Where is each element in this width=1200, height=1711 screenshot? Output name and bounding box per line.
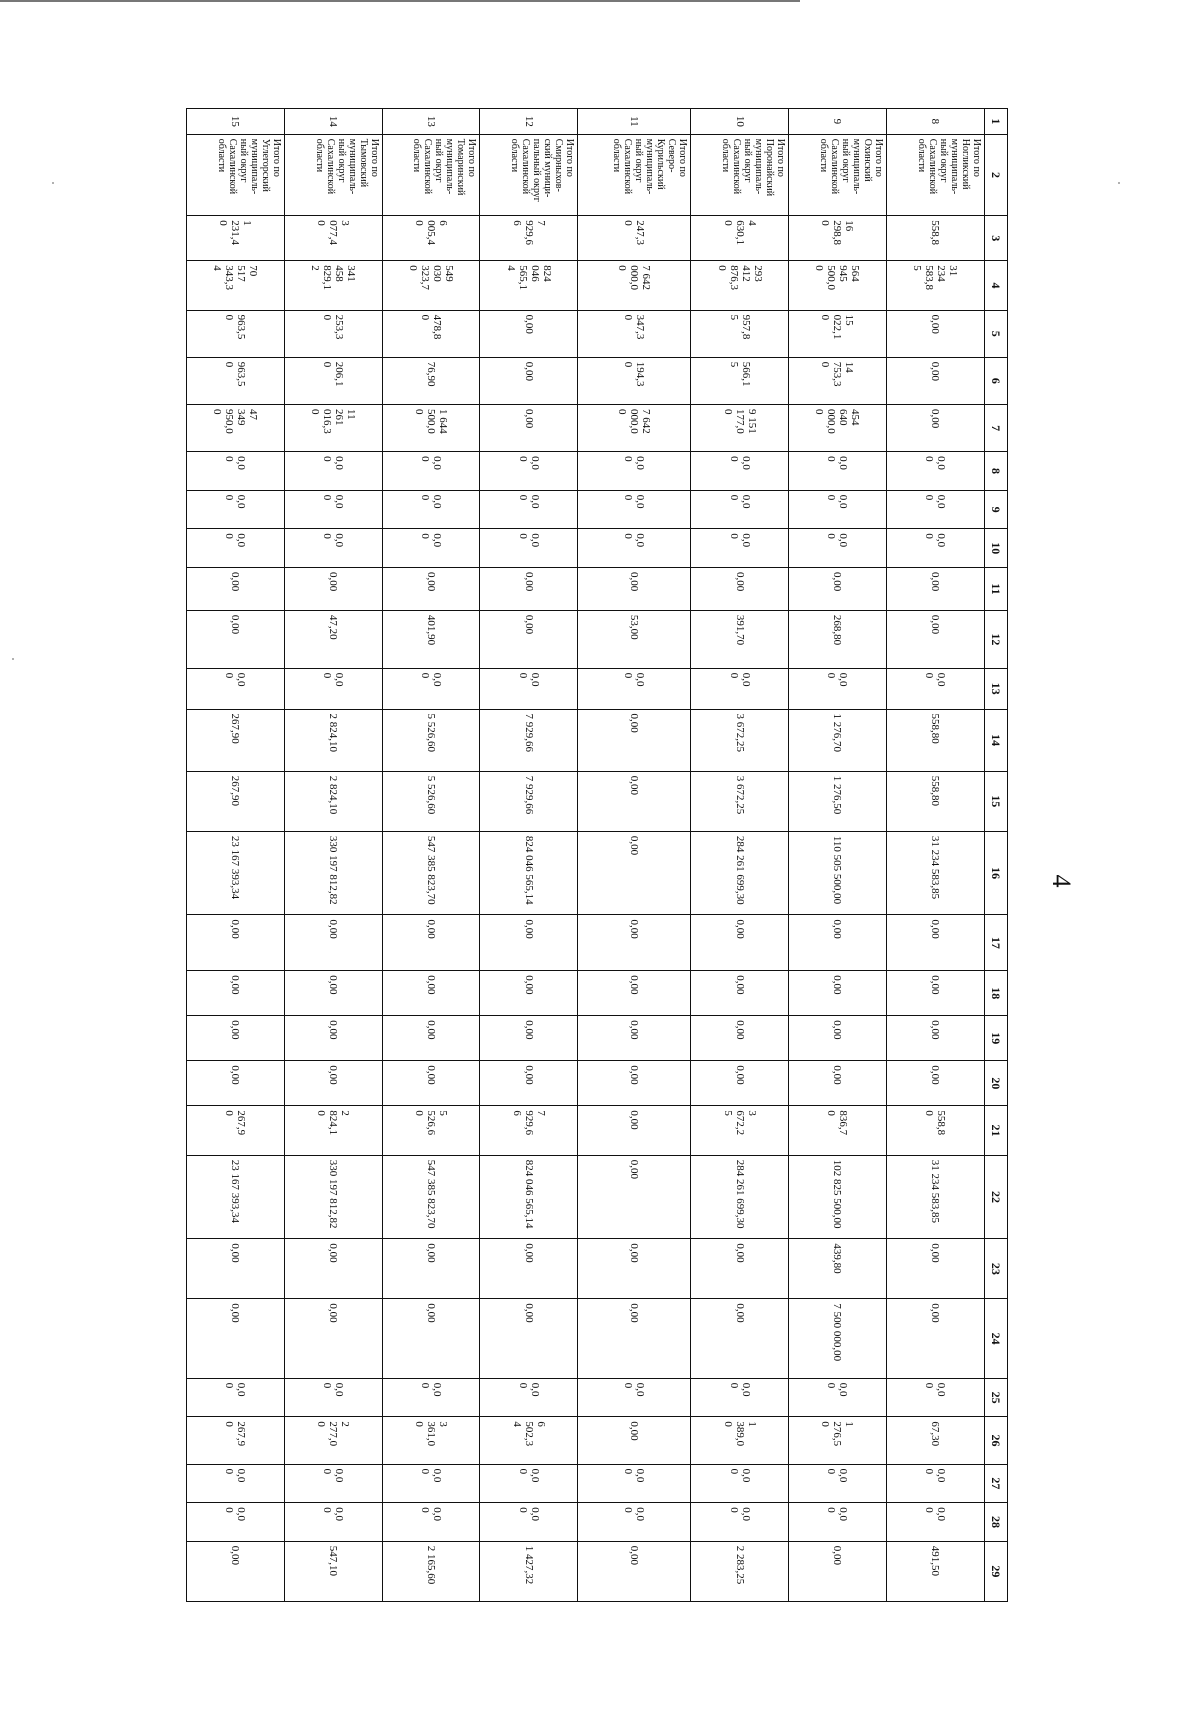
column-number: 7 [984,404,1007,451]
table-cell: 478,8 0 [382,310,480,357]
table-cell: 2 824,10 [284,709,382,771]
table-cell: 0,00 [886,1299,984,1378]
table-cell: 31 234 583,85 [886,831,984,915]
table-cell: 824 046 565,1 4 [480,261,578,310]
table-cell: 15 022,1 0 [789,310,887,357]
table-cell: 0,00 [789,915,887,971]
table-cell: 558,80 [886,771,984,831]
row-name: Итого по Тымовский муниципаль-ный округ Сахалинской области [284,134,382,216]
table-cell: 0,0 0 [187,668,285,709]
table-cell: 963,5 0 [187,310,285,357]
table-cell: 0,00 [691,568,789,611]
table-cell: 0,0 0 [284,1464,382,1503]
table-cell: 0,00 [284,1239,382,1299]
table-cell: 391,70 [691,610,789,668]
column-number: 8 [984,452,1007,491]
table-cell: 0,00 [187,1239,285,1299]
table-cell: 0,0 0 [187,1464,285,1503]
table-cell: 267,9 0 [187,1106,285,1155]
table-cell: 0,00 [480,915,578,971]
table-row [789,109,887,1602]
column-number: 25 [984,1378,1007,1417]
table-cell: 0,0 0 [284,529,382,568]
column-number: 21 [984,1106,1007,1155]
table-cell: 0,0 0 [284,1503,382,1542]
table-cell: 0,0 0 [382,1464,480,1503]
table-cell: 0,00 [691,1061,789,1106]
table-cell: 267,90 [187,709,285,771]
table-cell: 31 234 583,85 [886,1155,984,1239]
row-number: 14 [284,109,382,135]
table-cell: 0,0 0 [187,490,285,529]
table-cell: 268,80 [789,610,887,668]
table-cell: 0,00 [284,971,382,1016]
table-cell: 1 231,4 0 [187,216,285,261]
column-number: 13 [984,668,1007,709]
table-cell: 330 197 812,82 [284,1155,382,1239]
table-cell: 957,8 5 [691,310,789,357]
table-cell: 963,5 0 [187,357,285,404]
table-cell: 0,00 [480,568,578,611]
table-cell: 1 276,50 [789,771,887,831]
column-number: 28 [984,1503,1007,1542]
table-cell: 0,0 0 [480,668,578,709]
table-cell: 341 458 829,1 2 [284,261,382,310]
table-cell: 0,0 0 [789,529,887,568]
table-cell: 110 505 500,00 [789,831,887,915]
table-cell: 0,00 [886,1016,984,1061]
table-cell: 9 151 177,0 0 [691,404,789,451]
top-rule [0,0,800,2]
table-cell: 330 197 812,82 [284,831,382,915]
table-row [284,109,382,1602]
row-name: Итого по Поронайский муниципаль-ный округ Сахалинской области [691,134,789,216]
row-number: 9 [789,109,887,135]
column-number: 19 [984,1016,1007,1061]
table-cell: 7 929,6 6 [480,216,578,261]
table-cell: 6 502,3 4 [480,1417,578,1464]
table-cell: 0,00 [691,1299,789,1378]
column-number: 16 [984,831,1007,915]
table-cell: 558,80 [886,709,984,771]
table-cell: 1 276,5 0 [789,1417,887,1464]
table-cell: 0,00 [284,1299,382,1378]
table-cell: 3 672,25 [691,771,789,831]
table-cell: 0,0 0 [886,668,984,709]
table-cell: 824 046 565,14 [480,831,578,915]
table-cell: 1 427,32 [480,1541,578,1601]
table-cell: 0,00 [578,1155,691,1239]
table-cell: 0,00 [578,971,691,1016]
table-cell: 0,00 [187,915,285,971]
table-cell: 0,00 [691,971,789,1016]
table-cell: 0,00 [578,831,691,915]
table-cell: 1 644 500,0 0 [382,404,480,451]
table-cell: 0,0 0 [578,1378,691,1417]
table-cell: 0,0 0 [284,490,382,529]
table-cell: 0,0 0 [382,1378,480,1417]
table-cell: 0,0 0 [789,1378,887,1417]
table-cell: 0,00 [789,1016,887,1061]
table-cell: 0,00 [284,568,382,611]
table-cell: 0,0 0 [382,668,480,709]
table-cell: 0,00 [382,971,480,1016]
table-cell: 102 825 500,00 [789,1155,887,1239]
table-cell: 824 046 565,14 [480,1155,578,1239]
table-cell: 0,00 [187,1541,285,1601]
table-cell: 0,0 0 [886,490,984,529]
table-cell: 4 630,1 0 [691,216,789,261]
table-cell: 0,0 0 [789,1503,887,1542]
table-cell: 0,00 [886,1061,984,1106]
table-cell: 284 261 699,30 [691,831,789,915]
table-cell: 7 500 000,00 [789,1299,887,1378]
table-cell: 7 929,66 [480,771,578,831]
table-row [691,109,789,1602]
table-cell: 0,00 [578,1239,691,1299]
table-cell: 1 389,0 0 [691,1417,789,1464]
scan-speck [52,182,54,184]
table-cell: 0,00 [480,404,578,451]
table-cell: 31 234 583,8 5 [886,261,984,310]
table-cell: 0,0 0 [187,1503,285,1542]
row-name: Итого по Томаринский муниципаль-ный округ Сахалинской области [382,134,480,216]
table-cell: 16 298,8 0 [789,216,887,261]
table-cell: 0,00 [480,1016,578,1061]
table-cell: 0,00 [480,1239,578,1299]
table-cell: 0,00 [284,1061,382,1106]
table-cell: 0,0 0 [886,1464,984,1503]
column-number: 11 [984,568,1007,611]
table-cell: 0,00 [187,610,285,668]
row-name: Итого по Охинский муниципаль-ный округ Сахалинской области [789,134,887,216]
column-number: 2 [984,134,1007,216]
table-cell: 11 261 016,3 0 [284,404,382,451]
table-cell: 0,00 [480,357,578,404]
table-cell: 0,0 0 [187,452,285,491]
table-cell: 0,00 [187,1016,285,1061]
table-cell: 47 349 950,0 0 [187,404,285,451]
table-cell: 0,00 [578,1541,691,1601]
table-cell: 0,0 0 [578,490,691,529]
column-number: 18 [984,971,1007,1016]
table-cell: 0,00 [480,971,578,1016]
table-cell: 23 167 393,34 [187,1155,285,1239]
table-cell: 0,0 0 [480,1378,578,1417]
table-cell: 0,00 [789,1541,887,1601]
table-cell: 836,7 0 [789,1106,887,1155]
table-cell: 0,00 [187,971,285,1016]
table-cell: 0,00 [886,915,984,971]
table-cell: 3 672,2 5 [691,1106,789,1155]
table-cell: 0,0 0 [886,1378,984,1417]
table-cell: 53,00 [578,610,691,668]
table-cell: 347,3 0 [578,310,691,357]
table-cell: 547 385 823,70 [382,831,480,915]
table-cell: 547 385 823,70 [382,1155,480,1239]
table-cell: 0,00 [382,568,480,611]
table-cell: 0,0 0 [480,529,578,568]
table-cell: 0,00 [480,310,578,357]
table-cell: 0,00 [886,610,984,668]
table-cell: 14 753,3 0 [789,357,887,404]
column-number: 22 [984,1155,1007,1239]
row-name: Итого по Углегорский муниципаль-ный округ Сахалинской области [187,134,285,216]
table-cell: 0,0 0 [284,1378,382,1417]
table-cell: 7 642 000,0 0 [578,404,691,451]
table-cell: 5 526,60 [382,771,480,831]
table-cell: 2 824,1 0 [284,1106,382,1155]
table-cell: 0,00 [187,1299,285,1378]
column-number: 14 [984,709,1007,771]
column-number: 17 [984,915,1007,971]
table-cell: 0,00 [789,1061,887,1106]
table-cell: 0,0 0 [691,1378,789,1417]
table-cell: 5 526,6 0 [382,1106,480,1155]
table-cell: 0,00 [382,1016,480,1061]
table-cell: 3 672,25 [691,709,789,771]
table-cell: 401,90 [382,610,480,668]
table-cell: 439,80 [789,1239,887,1299]
table-cell: 284 261 699,30 [691,1155,789,1239]
table-cell: 293 412 876,3 0 [691,261,789,310]
table-cell: 0,0 0 [789,668,887,709]
column-number: 1 [984,109,1007,135]
table-cell: 0,00 [187,568,285,611]
table-cell: 0,0 0 [284,668,382,709]
table-cell: 2 824,10 [284,771,382,831]
column-number: 12 [984,610,1007,668]
table-cell: 0,00 [691,1016,789,1061]
column-number: 5 [984,310,1007,357]
table-cell: 0,0 0 [691,668,789,709]
table-cell: 0,00 [578,568,691,611]
table-cell: 7 929,66 [480,709,578,771]
scan-speck [12,658,14,660]
table-cell: 0,0 0 [789,1464,887,1503]
table-cell: 0,00 [578,1016,691,1061]
table-row [578,109,691,1602]
table-row [187,109,285,1602]
table-cell: 0,0 0 [382,1503,480,1542]
column-number: 6 [984,357,1007,404]
table-cell: 7 929,6 6 [480,1106,578,1155]
table-cell: 0,0 0 [886,529,984,568]
table-cell: 0,0 0 [578,529,691,568]
table-cell: 0,00 [789,568,887,611]
column-number: 3 [984,216,1007,261]
table-cell: 0,00 [284,1016,382,1061]
column-number: 23 [984,1239,1007,1299]
table-cell: 2 283,25 [691,1541,789,1601]
table-cell: 5 526,60 [382,709,480,771]
table-cell: 0,0 0 [480,490,578,529]
row-number: 12 [480,109,578,135]
table-cell: 0,0 0 [284,452,382,491]
row-name: Итого по Смирныхов-ский муници-пальный округ Сахалинской области [480,134,578,216]
column-number: 24 [984,1299,1007,1378]
table-cell: 454 640 000,0 0 [789,404,887,451]
table-cell: 0,00 [886,1239,984,1299]
column-number: 10 [984,529,1007,568]
table-cell: 70 517 343,3 4 [187,261,285,310]
table-cell: 0,0 0 [578,1464,691,1503]
table-cell: 0,0 0 [789,490,887,529]
table-cell: 0,00 [284,915,382,971]
table-row [480,109,578,1602]
data-table [186,108,1008,1602]
table-cell: 0,00 [382,915,480,971]
table-cell: 1 276,70 [789,709,887,771]
scan-speck [1118,182,1120,184]
table-cell: 549 030 323,7 0 [382,261,480,310]
table-cell: 0,0 0 [691,529,789,568]
table-cell: 491,50 [886,1541,984,1601]
table-cell: 0,0 0 [480,1464,578,1503]
table-cell: 3 361,0 0 [382,1417,480,1464]
table-cell: 0,00 [578,709,691,771]
table-cell: 547,10 [284,1541,382,1601]
table-cell: 0,0 0 [886,1503,984,1542]
table-cell: 0,00 [578,771,691,831]
table-cell: 267,9 0 [187,1417,285,1464]
table-cell: 67,30 [886,1417,984,1464]
table-cell: 0,00 [578,1299,691,1378]
table-cell: 0,0 0 [382,490,480,529]
row-number: 8 [886,109,984,135]
row-number: 10 [691,109,789,135]
column-number: 27 [984,1464,1007,1503]
table-cell: 0,00 [886,404,984,451]
table-cell: 0,0 0 [578,1503,691,1542]
table-cell: 2 277,0 0 [284,1417,382,1464]
table-cell: 23 167 393,34 [187,831,285,915]
table-row [886,109,984,1602]
table-cell: 3 077,4 0 [284,216,382,261]
table-cell: 0,0 0 [382,529,480,568]
table-cell: 0,00 [382,1061,480,1106]
table-cell: 194,3 0 [578,357,691,404]
row-number: 11 [578,109,691,135]
table-cell: 0,0 0 [480,1503,578,1542]
table-cell: 0,0 0 [691,490,789,529]
table-cell: 0,0 0 [578,668,691,709]
table-cell: 76,90 [382,357,480,404]
table-cell: 0,00 [382,1239,480,1299]
table-cell: 0,0 0 [789,452,887,491]
table-cell: 0,00 [382,1299,480,1378]
column-number: 29 [984,1541,1007,1601]
table-cell: 0,00 [789,971,887,1016]
table-cell: 2 165,60 [382,1541,480,1601]
table-cell: 0,0 0 [691,1464,789,1503]
table-cell: 0,0 0 [691,452,789,491]
table-cell: 0,00 [886,568,984,611]
table-cell: 0,0 0 [187,1378,285,1417]
column-number: 4 [984,261,1007,310]
table-cell: 0,0 0 [480,452,578,491]
column-number: 20 [984,1061,1007,1106]
table-cell: 0,0 0 [187,529,285,568]
column-number: 9 [984,490,1007,529]
table-cell: 0,00 [480,610,578,668]
column-number: 15 [984,771,1007,831]
table-cell: 0,00 [691,1239,789,1299]
table-cell: 566,1 5 [691,357,789,404]
table-cell: 558,8 [886,216,984,261]
table-cell: 0,00 [886,971,984,1016]
table-cell: 0,0 0 [382,452,480,491]
table-cell: 0,00 [691,915,789,971]
row-number: 13 [382,109,480,135]
table-cell: 0,00 [886,310,984,357]
column-number-row [984,109,1007,1602]
table-cell: 0,00 [886,357,984,404]
table-cell: 0,00 [578,915,691,971]
table-cell: 267,90 [187,771,285,831]
table-cell: 0,00 [578,1061,691,1106]
document-sheet [186,108,1008,1602]
table-cell: 0,00 [578,1106,691,1155]
table-cell: 0,00 [480,1299,578,1378]
table-cell: 0,00 [480,1061,578,1106]
page-number: 4 [1047,874,1076,888]
table-row [382,109,480,1602]
table-cell: 206,1 0 [284,357,382,404]
table-cell: 0,00 [578,1417,691,1464]
row-name: Итого по Ногликский муниципаль-ный округ Сахалинской области [886,134,984,216]
table-cell: 253,3 0 [284,310,382,357]
table-cell: 0,0 0 [886,452,984,491]
table-cell: 247,3 0 [578,216,691,261]
table-cell: 6 005,4 0 [382,216,480,261]
table-cell: 0,0 0 [578,452,691,491]
row-number: 15 [187,109,285,135]
table-cell: 564 945 500,0 0 [789,261,887,310]
table-cell: 7 642 000,0 0 [578,261,691,310]
table-cell: 47,20 [284,610,382,668]
row-name: Итого по Северо-Курильский муниципаль-ный округ Сахалинской области [578,134,691,216]
table-cell: 0,00 [187,1061,285,1106]
table-cell: 0,0 0 [691,1503,789,1542]
column-number: 26 [984,1417,1007,1464]
table-cell: 558,8 0 [886,1106,984,1155]
